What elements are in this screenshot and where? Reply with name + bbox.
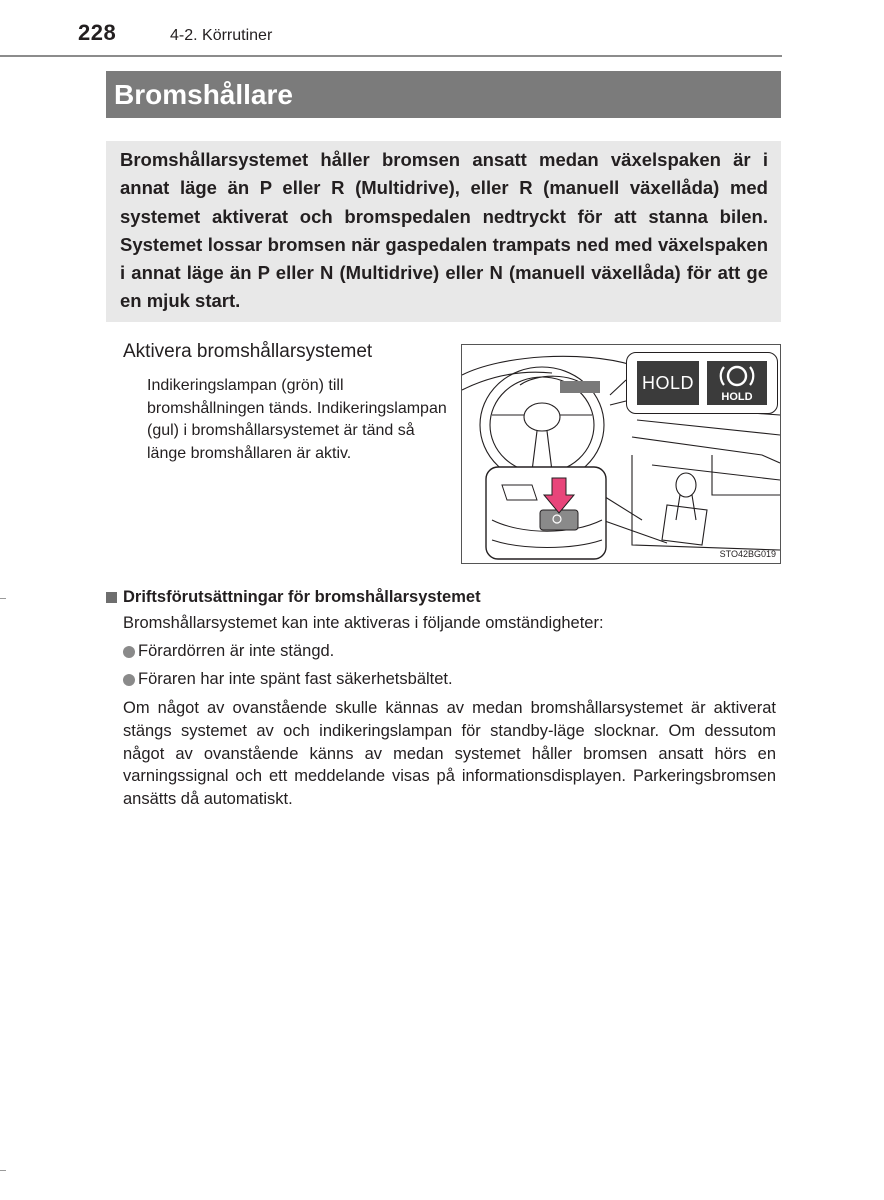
list-item: [123, 670, 453, 689]
crop-mark: [0, 598, 6, 599]
requirements-heading: [106, 588, 481, 607]
section-title: Bromshållare: [114, 79, 293, 110]
bullet-icon: [123, 646, 135, 658]
crop-mark: [0, 1170, 6, 1171]
section-title-bar: [106, 71, 781, 118]
brake-hold-illustration: [461, 344, 781, 564]
indicator-callout: [626, 352, 778, 414]
figure-code: STO42BG019: [719, 549, 776, 559]
hold-standby-indicator: HOLD: [637, 361, 699, 405]
bullet-icon: [123, 674, 135, 686]
requirements-intro: Bromshållarsystemet kan inte aktiveras i följande omständigheter:: [123, 614, 604, 632]
square-bullet-icon: [106, 592, 117, 603]
list-item-text: Föraren har inte spänt fast säkerhetsbältet.: [138, 670, 453, 688]
intro-box: [106, 141, 781, 322]
page-number: 228: [78, 20, 117, 45]
activate-body: Indikeringslampan (grön) till bromshållningen tänds. Indikeringslampan (gul) i bromshållarsystemet är tänd så länge bromshållaren är aktiv.: [147, 377, 447, 462]
intro-text: Bromshållarsystemet håller bromsen ansatt medan växelspaken är i annat läge än P eller R (Multidrive), eller R (manuell växellåda) med systemet aktiverat och bromspedalen nedtryckt för att stanna bilen. Systemet lossar bromsen när gaspedalen trampats ned med växelspaken i annat läge än P eller N (Multidrive) eller N (manuell växellåda) för att ge en mjuk start.: [120, 149, 768, 312]
meter-highlight: [560, 381, 600, 393]
requirements-paragraph: Om något av ovanstående skulle kännas av medan bromshållarsystemet är aktiverat stängs systemet av och indikeringslampan för standby-läge slocknar. Om dessutom något av ovanstående känns av medan systemet håller bromsen ansatt hörs en varningssignal och ett meddelande visas på informationsdisplayen. Parkeringsbromsen ansätts då automatiskt.: [123, 699, 776, 809]
chapter-title: 4-2. Körrutiner: [170, 27, 273, 44]
switch-inset: [486, 467, 606, 559]
list-item: [123, 642, 334, 661]
header-rule: [0, 55, 782, 57]
activate-heading: Aktivera bromshållarsystemet: [123, 341, 373, 362]
list-item-text: Förardörren är inte stängd.: [138, 642, 335, 660]
brake-hold-icon: [707, 361, 767, 391]
hold-icon-label: HOLD: [721, 391, 753, 403]
requirements-heading-text: Driftsförutsättningar för bromshållarsystemet: [123, 588, 481, 606]
hold-active-indicator: [707, 361, 767, 405]
